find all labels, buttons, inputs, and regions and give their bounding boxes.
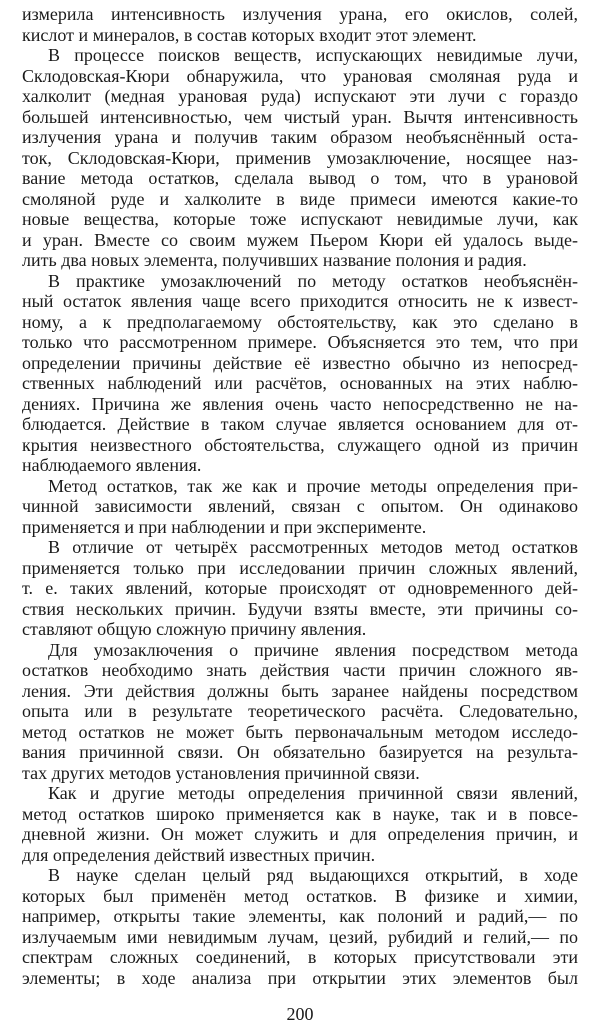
document-body (22, 4, 578, 988)
text-line: крытия неизвестного обстоятельства, служащего одной из причин (22, 434, 578, 455)
text-line: тах других методов установления причинной связи. (22, 762, 420, 783)
page-number: 200 (286, 1004, 314, 1024)
text-line: ственных наблюдений или расчётов, основанных на этих наблю- (22, 373, 578, 393)
text-line: метод остатков широко применяется как в науке, так и в повсе- (22, 803, 578, 824)
text-line: определении причины действие её известно обычно из непосред- (22, 352, 578, 373)
text-line: смоляной руде и халколите в виде примеси имеются какие-то (22, 188, 578, 209)
text-line: т. е. таких явлений, которые происходят от одновременного дей- (22, 578, 578, 598)
text-line: ления. Эти действия должны быть заранее найдены посредством (22, 680, 578, 701)
text-line: вание метода остатков, сделала вывод о том, что в урановой (22, 168, 578, 188)
text-line: ный остаток явления чаще всего приходится относить не к извест- (22, 291, 578, 311)
text-line: халколит (медная урановая руда) испускают эти лучи с гораздо (22, 86, 578, 106)
text-line: элементы; в ходе анализа при открытии этих элементов был (22, 967, 578, 988)
paragraph-first-line: Метод остатков, так же как и прочие методы определения при- (48, 475, 578, 496)
paragraph-first-line: Как и другие методы определения причинной связи явлений, (48, 783, 578, 803)
text-line: измерила интенсивность излучения урана, его окислов, солей, (22, 4, 578, 24)
text-line: опыта или в результате теоретического расчёта. Следовательно, (22, 701, 578, 721)
text-line: остатков необходимо знать действия части причин сложного яв- (22, 660, 578, 680)
text-line: только что рассмотренном примере. Объясняется это тем, что при (22, 332, 578, 352)
text-line: метод остатков не может быть первоначальным методом исследо- (22, 721, 578, 742)
text-line: например, открыты такие элементы, как полоний и радий,— по (22, 906, 578, 926)
text-line: ставляют общую сложную причину явления. (22, 619, 367, 639)
text-line: спектрам сложных соединений, в которых присутствовали эти (22, 947, 578, 967)
text-line: применяется и при наблюдении и при эксперименте. (22, 516, 427, 537)
text-line: кислот и минералов, в состав которых входит этот элемент. (22, 24, 477, 45)
paragraph-first-line: В практике умозаключений по методу остатков необъяснён- (48, 270, 578, 291)
text-line: большей интенсивностью, чем чистый уран. Вычтя интенсивность (22, 106, 578, 127)
text-line: излучения урана и получив таким образом необъяснённый оста- (22, 127, 578, 147)
text-line: чинной зависимости явлений, связан с опытом. Он одинаково (22, 496, 578, 516)
text-line: лить два новых элемента, получивших название полония и радия. (22, 250, 527, 270)
text-line: дениях. Причина же явления очень часто непосредственно не на- (22, 393, 578, 414)
text-line: дневной жизни. Он может служить и для определения причин, и (22, 824, 578, 844)
text-line: излучаемым ими невидимым лучам, цезий, рубидий и гелий,— по (22, 926, 578, 947)
text-line: вания причинной связи. Он обязательно базируется на результа- (22, 742, 578, 762)
paragraph-first-line: В отличие от четырёх рассмотренных методов метод остатков (48, 537, 578, 557)
paragraph-first-line: В науке сделан целый ряд выдающихся открытий, в ходе (48, 865, 578, 885)
paragraph-first-line: Для умозаключения о причине явления посредством метода (48, 639, 578, 660)
text-line: и уран. Вместе со своим мужем Пьером Кюри ей удалось выде- (22, 229, 578, 250)
text-line: блюдается. Действие в таком случае является основанием для от- (22, 414, 578, 434)
text-line: ному, а к предполагаемому обстоятельству, как это сделано в (22, 311, 578, 332)
text-line: Склодовская-Кюри обнаружила, что урановая смоляная руда и (22, 65, 578, 86)
text-line: новые вещества, которые тоже испускают невидимые лучи, как (22, 209, 578, 229)
text-line: ствия нескольких причин. Будучи взяты вместе, эти причины со- (22, 598, 578, 619)
text-line: ток, Склодовская-Кюри, применив умозаключение, носящее наз- (22, 147, 578, 168)
text-line: для определения действий известных причин. (22, 844, 376, 865)
text-line: наблюдаемого явления. (22, 455, 202, 475)
text-line: применяется только при исследовании причин сложных явлений, (22, 557, 578, 578)
paragraph-first-line: В процессе поисков веществ, испускающих невидимые лучи, (48, 45, 578, 65)
text-line: которых был применён метод остатков. В физике и химии, (22, 885, 578, 906)
